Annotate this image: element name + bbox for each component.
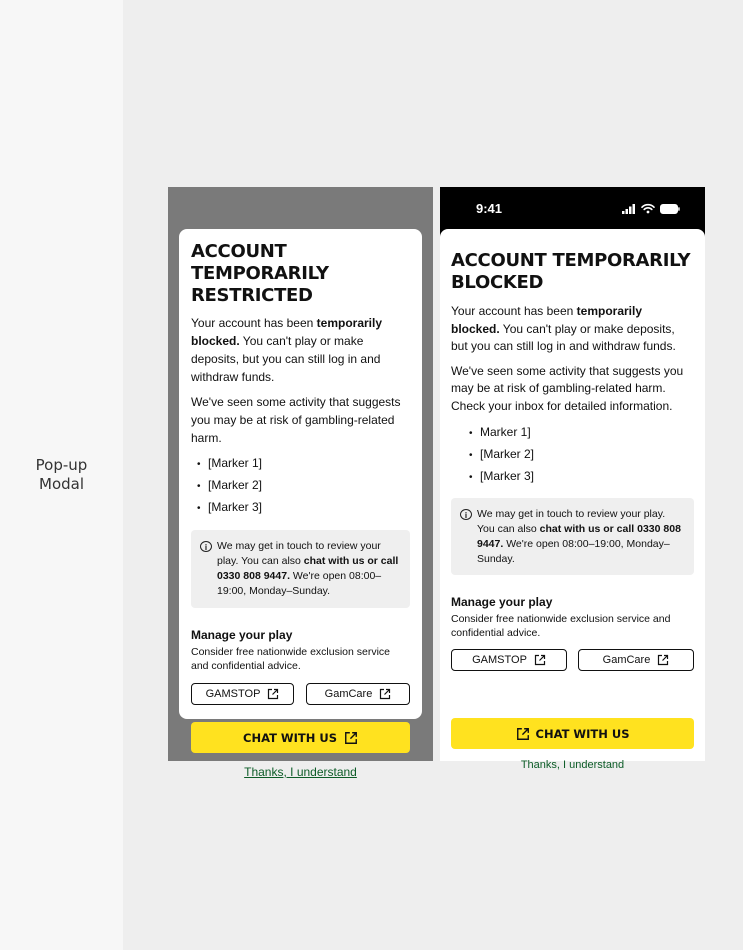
gamstop-label: GAMSTOP <box>205 688 261 700</box>
gamcare-button[interactable] <box>306 683 410 705</box>
side-panel <box>0 0 123 950</box>
gamcare-label: GamCare <box>324 688 373 700</box>
modal-title: ACCOUNT TEMPORARILY BLOCKED <box>451 250 691 293</box>
info-text: We may get in touch to review your play. You can also chat with us or call 0330 808 9447. We're open 08:00–19:00, Monday–Sunday. <box>217 540 399 597</box>
marker-list <box>451 422 694 488</box>
marker-list <box>191 453 410 519</box>
info-text: We may get in touch to review your play. You can also chat with us or call 0330 808 9447. We're open 08:00–19:00, Monday–Sunday. <box>477 508 681 565</box>
info-icon: i <box>200 541 212 552</box>
status-paragraph: Your account has been temporarily blocked. You can't play or make deposits, but you can still log in and withdraw funds. <box>191 316 383 384</box>
external-link-icon <box>657 654 669 666</box>
side-label <box>0 456 123 494</box>
help-links <box>191 683 410 705</box>
side-label-line2: Modal <box>39 475 84 493</box>
status-bar <box>440 187 705 229</box>
info-box <box>451 498 694 575</box>
thanks-link[interactable]: Thanks, I understand <box>520 759 625 771</box>
side-label-line1: Pop-up <box>35 456 88 474</box>
external-link-icon <box>534 654 546 666</box>
status-paragraph: Your account has been temporarily blocked. You can't play or make deposits, but you can still log in and withdraw funds. <box>451 304 676 353</box>
status-icons <box>622 203 680 214</box>
gamcare-button[interactable] <box>578 649 694 671</box>
marker-item: • [Marker 2] <box>469 444 694 466</box>
gamcare-label: GamCare <box>602 654 651 666</box>
harm-paragraph: We've seen some activity that suggests you may be at risk of gambling-related harm. Check your inbox for detailed information. <box>451 363 684 413</box>
external-link-icon <box>267 688 279 700</box>
status-time: 9:41 <box>476 201 503 216</box>
thanks-link[interactable]: Thanks, I understand <box>244 765 357 779</box>
chat-label: CHAT WITH US <box>243 730 337 745</box>
manage-heading: Manage your play <box>451 595 553 609</box>
wifi-icon <box>641 203 655 214</box>
gamstop-button[interactable] <box>191 683 294 705</box>
marker-item: • [Marker 1] <box>197 453 410 475</box>
harm-paragraph: We've seen some activity that suggests you may be at risk of gambling-related harm. <box>191 395 401 445</box>
modal-title: ACCOUNT TEMPORARILY RESTRICTED <box>191 241 329 306</box>
popup-modal-restricted <box>179 229 422 779</box>
chat-with-us-button[interactable] <box>451 718 694 749</box>
marker-item: • [Marker 2] <box>197 475 410 497</box>
cellular-signal-icon <box>622 204 636 214</box>
fullscreen-modal-blocked <box>440 229 705 771</box>
help-links <box>451 649 694 671</box>
gamstop-label: GAMSTOP <box>472 654 527 666</box>
external-link-icon <box>344 731 358 745</box>
manage-subtext: Consider free nationwide exclusion service and confidential advice. <box>191 646 391 672</box>
manage-subtext: Consider free nationwide exclusion service and confidential advice. <box>451 613 671 639</box>
external-link-icon <box>379 688 391 700</box>
marker-item: • Marker 1] <box>469 422 694 444</box>
external-link-icon <box>516 727 530 741</box>
chat-label: CHAT WITH US <box>535 726 630 741</box>
chat-with-us-button[interactable] <box>191 722 410 753</box>
marker-item: • [Marker 3] <box>469 466 694 488</box>
info-box <box>191 530 410 608</box>
info-icon: i <box>460 509 472 520</box>
battery-icon <box>660 204 680 214</box>
marker-item: • [Marker 3] <box>197 497 410 519</box>
manage-heading: Manage your play <box>191 628 293 642</box>
gamstop-button[interactable] <box>451 649 567 671</box>
